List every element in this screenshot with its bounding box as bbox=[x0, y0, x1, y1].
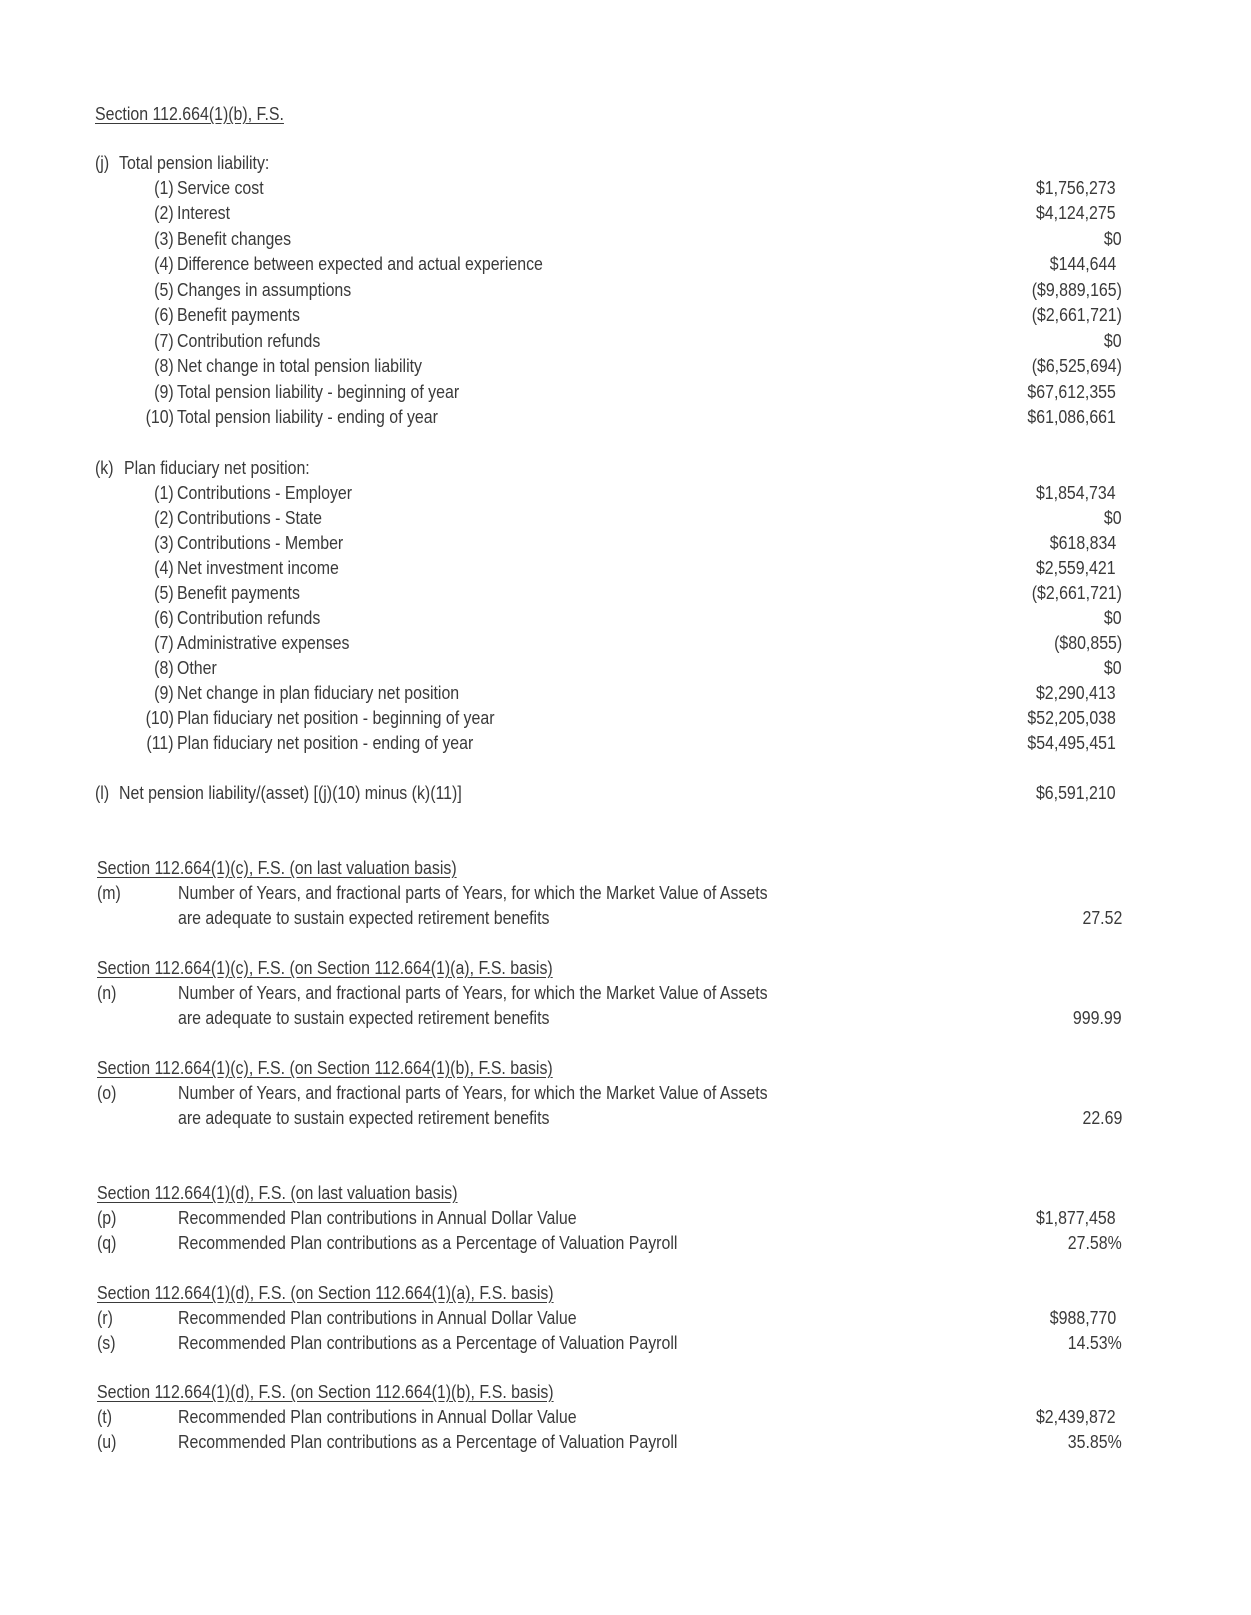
j-item-num: (3) bbox=[154, 228, 174, 249]
section-c-line2: are adequate to sustain expected retirement benefits bbox=[178, 1007, 550, 1028]
section-d-desc: Recommended Plan contributions in Annual Dollar Value bbox=[178, 1307, 577, 1328]
k-item-value: ($2,661,721) bbox=[1031, 582, 1122, 603]
section-d-label: (u) bbox=[97, 1431, 117, 1452]
l-desc: Net pension liability/(asset) [(j)(10) minus (k)(11)] bbox=[119, 782, 462, 803]
k-heading: Plan fiduciary net position: bbox=[124, 457, 310, 478]
k-item-num: (4) bbox=[154, 557, 174, 578]
section-d-desc: Recommended Plan contributions as a Percentage of Valuation Payroll bbox=[178, 1232, 678, 1253]
j-item-value: ($2,661,721) bbox=[1031, 304, 1122, 325]
k-item-value: $2,290,413 bbox=[1036, 682, 1116, 703]
j-item-value: $144,644 bbox=[1049, 253, 1116, 274]
j-item-desc: Interest bbox=[177, 202, 231, 223]
j-item-desc: Total pension liability - beginning of year bbox=[177, 381, 460, 402]
j-item-value: $61,086,661 bbox=[1027, 406, 1116, 427]
section-c-line1: Number of Years, and fractional parts of Years, for which the Market Value of Assets bbox=[178, 982, 768, 1003]
section-d-title: Section 112.664(1)(d), F.S. (on Section 112.664(1)(b), F.S. basis) bbox=[97, 1381, 554, 1402]
section-c-label: (n) bbox=[97, 982, 117, 1003]
j-item-num: (1) bbox=[154, 177, 174, 198]
section-c-value: 22.69 bbox=[1082, 1107, 1122, 1128]
k-item-desc: Contributions - Member bbox=[177, 532, 344, 553]
k-item-value: $618,834 bbox=[1049, 532, 1116, 553]
k-item-value: $52,205,038 bbox=[1027, 707, 1116, 728]
section-d-label: (q) bbox=[97, 1232, 117, 1253]
k-item-num: (5) bbox=[154, 582, 174, 603]
j-item-num: (2) bbox=[154, 202, 174, 223]
section-c-line2: are adequate to sustain expected retirement benefits bbox=[178, 1107, 550, 1128]
section-c-title: Section 112.664(1)(c), F.S. (on last valuation basis) bbox=[97, 857, 457, 878]
j-item-num: (5) bbox=[154, 279, 174, 300]
j-item-desc: Service cost bbox=[177, 177, 264, 198]
k-item-value: $0 bbox=[1104, 507, 1122, 528]
k-item-desc: Administrative expenses bbox=[177, 632, 350, 653]
j-label: (j) bbox=[95, 152, 110, 173]
k-item-num: (1) bbox=[154, 482, 174, 503]
section-c-value: 27.52 bbox=[1082, 907, 1122, 928]
k-item-num: (7) bbox=[154, 632, 174, 653]
k-item-desc: Contribution refunds bbox=[177, 607, 321, 628]
j-item-num: (8) bbox=[154, 355, 174, 376]
section-d-value: 27.58% bbox=[1068, 1232, 1122, 1253]
j-item-value: $0 bbox=[1104, 330, 1122, 351]
section-d-label: (s) bbox=[97, 1332, 116, 1353]
section-c-line1: Number of Years, and fractional parts of Years, for which the Market Value of Assets bbox=[178, 1082, 768, 1103]
k-item-value: $0 bbox=[1104, 607, 1122, 628]
section-c-value: 999.99 bbox=[1073, 1007, 1122, 1028]
j-item-num: (10) bbox=[145, 406, 174, 427]
k-item-num: (6) bbox=[154, 607, 174, 628]
j-item-num: (9) bbox=[154, 381, 174, 402]
section-d-desc: Recommended Plan contributions as a Percentage of Valuation Payroll bbox=[178, 1431, 678, 1452]
section-d-label: (p) bbox=[97, 1207, 117, 1228]
j-item-num: (4) bbox=[154, 253, 174, 274]
section-d-value: $988,770 bbox=[1049, 1307, 1116, 1328]
k-item-desc: Other bbox=[177, 657, 217, 678]
j-item-num: (7) bbox=[154, 330, 174, 351]
section-d-desc: Recommended Plan contributions in Annual Dollar Value bbox=[178, 1207, 577, 1228]
section-b-title: Section 112.664(1)(b), F.S. bbox=[95, 103, 284, 124]
j-item-value: $1,756,273 bbox=[1036, 177, 1116, 198]
k-item-desc: Contributions - State bbox=[177, 507, 323, 528]
k-item-num: (3) bbox=[154, 532, 174, 553]
l-value: $6,591,210 bbox=[1036, 782, 1116, 803]
j-item-num: (6) bbox=[154, 304, 174, 325]
k-item-num: (10) bbox=[145, 707, 174, 728]
k-item-value: $54,495,451 bbox=[1027, 732, 1116, 753]
section-c-title: Section 112.664(1)(c), F.S. (on Section 112.664(1)(a), F.S. basis) bbox=[97, 957, 553, 978]
section-d-value: $2,439,872 bbox=[1036, 1406, 1116, 1427]
k-item-desc: Contributions - Employer bbox=[177, 482, 353, 503]
section-c-label: (m) bbox=[97, 882, 121, 903]
k-item-desc: Plan fiduciary net position - ending of year bbox=[177, 732, 474, 753]
section-d-value: $1,877,458 bbox=[1036, 1207, 1116, 1228]
k-item-desc: Benefit payments bbox=[177, 582, 300, 603]
j-item-desc: Difference between expected and actual experience bbox=[177, 253, 543, 274]
k-item-value: $0 bbox=[1104, 657, 1122, 678]
k-item-value: $1,854,734 bbox=[1036, 482, 1116, 503]
j-item-value: ($9,889,165) bbox=[1031, 279, 1122, 300]
k-item-num: (9) bbox=[154, 682, 174, 703]
j-item-desc: Contribution refunds bbox=[177, 330, 321, 351]
section-d-label: (r) bbox=[97, 1307, 113, 1328]
section-c-line2: are adequate to sustain expected retirement benefits bbox=[178, 907, 550, 928]
k-item-desc: Net change in plan fiduciary net position bbox=[177, 682, 460, 703]
j-item-desc: Net change in total pension liability bbox=[177, 355, 422, 376]
section-d-desc: Recommended Plan contributions in Annual Dollar Value bbox=[178, 1406, 577, 1427]
k-label: (k) bbox=[95, 457, 114, 478]
k-item-desc: Plan fiduciary net position - beginning of year bbox=[177, 707, 495, 728]
k-item-num: (2) bbox=[154, 507, 174, 528]
j-item-desc: Benefit payments bbox=[177, 304, 300, 325]
section-d-value: 14.53% bbox=[1068, 1332, 1122, 1353]
j-item-desc: Changes in assumptions bbox=[177, 279, 352, 300]
section-d-title: Section 112.664(1)(d), F.S. (on last valuation basis) bbox=[97, 1182, 458, 1203]
j-item-value: $67,612,355 bbox=[1027, 381, 1116, 402]
j-item-desc: Total pension liability - ending of year bbox=[177, 406, 438, 427]
k-item-num: (8) bbox=[154, 657, 174, 678]
j-heading: Total pension liability: bbox=[119, 152, 270, 173]
section-c-label: (o) bbox=[97, 1082, 117, 1103]
j-item-value: ($6,525,694) bbox=[1031, 355, 1122, 376]
l-label: (l) bbox=[95, 782, 110, 803]
section-d-label: (t) bbox=[97, 1406, 113, 1427]
section-c-title: Section 112.664(1)(c), F.S. (on Section 112.664(1)(b), F.S. basis) bbox=[97, 1057, 553, 1078]
section-d-value: 35.85% bbox=[1068, 1431, 1122, 1452]
section-d-desc: Recommended Plan contributions as a Percentage of Valuation Payroll bbox=[178, 1332, 678, 1353]
k-item-desc: Net investment income bbox=[177, 557, 339, 578]
j-item-desc: Benefit changes bbox=[177, 228, 292, 249]
section-c-line1: Number of Years, and fractional parts of Years, for which the Market Value of Assets bbox=[178, 882, 768, 903]
k-item-num: (11) bbox=[146, 732, 174, 753]
j-item-value: $4,124,275 bbox=[1036, 202, 1116, 223]
section-d-title: Section 112.664(1)(d), F.S. (on Section 112.664(1)(a), F.S. basis) bbox=[97, 1282, 554, 1303]
j-item-value: $0 bbox=[1104, 228, 1122, 249]
k-item-value: ($80,855) bbox=[1053, 632, 1122, 653]
k-item-value: $2,559,421 bbox=[1036, 557, 1116, 578]
